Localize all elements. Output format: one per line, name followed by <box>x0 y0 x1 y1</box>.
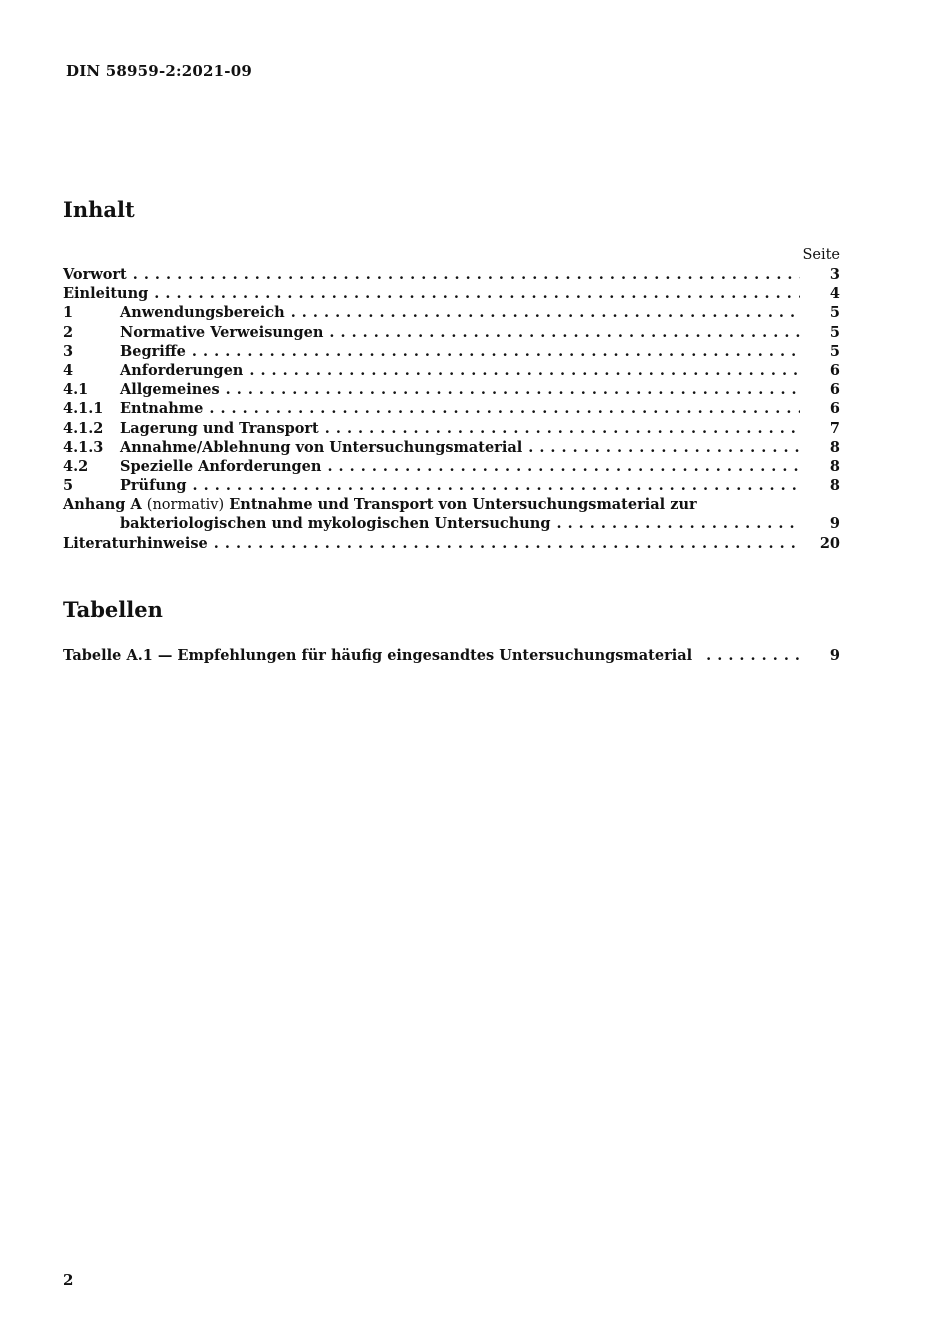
toc-entry-page: 3 <box>829 266 840 283</box>
toc-entry-title: Literaturhinweise <box>63 534 208 552</box>
toc-entry-page: 6 <box>829 361 840 379</box>
dot-leader <box>291 303 800 322</box>
toc-entry-title: Prüfung <box>120 477 187 495</box>
page-number: 2 <box>63 1271 74 1289</box>
toc-entry-title: Anforderungen <box>120 361 244 379</box>
contents-heading: Inhalt <box>63 197 135 222</box>
toc-entry-page: 6 <box>829 400 840 418</box>
dot-leader <box>249 361 800 380</box>
toc-entry-begriffe[interactable] <box>63 342 840 361</box>
toc-entry-title: Anwendungsbereich <box>120 304 285 322</box>
list-of-tables <box>63 646 840 665</box>
toc-entry-number: 4.1 <box>63 381 89 399</box>
toc-entry-title: Allgemeines <box>120 381 220 399</box>
toc-entry-normative-verweisungen[interactable] <box>63 323 840 342</box>
toc-entry-number: 2 <box>63 323 74 341</box>
dot-leader <box>209 399 800 418</box>
dot-leader <box>193 476 800 495</box>
toc-entry-page: 5 <box>829 304 840 322</box>
toc-entry-title: Einleitung <box>63 285 149 303</box>
page-column-label: Seite <box>802 247 840 263</box>
table-entry-title: Tabelle A.1 — Empfehlungen für häufig eingesandtes Untersuchungsmaterial <box>63 647 693 664</box>
toc-entry-pruefung[interactable] <box>63 476 840 495</box>
dot-leader <box>329 323 800 342</box>
toc-entry-title: Normative Verweisungen <box>120 323 324 341</box>
dot-leader <box>133 265 800 284</box>
annex-label: Anhang A <box>63 496 142 514</box>
toc-entry-page: 4 <box>829 285 840 303</box>
toc-entry-page: 5 <box>829 342 840 360</box>
toc-entry-page: 20 <box>819 534 840 552</box>
toc-entry-number: 4.2 <box>63 457 89 475</box>
toc-entry-title <box>63 495 697 515</box>
toc-entry-title: Vorwort <box>63 266 127 283</box>
tables-heading: Tabellen <box>63 597 163 622</box>
dot-leader <box>154 284 800 303</box>
toc-entry-spezielle-anforderungen[interactable] <box>63 457 840 476</box>
dot-leader <box>325 419 800 438</box>
table-list-entry[interactable] <box>63 646 840 665</box>
toc-entry-title: Lagerung und Transport <box>120 419 319 437</box>
toc-entry-lagerung-und-transport[interactable] <box>63 419 840 438</box>
toc-entry-number: 4 <box>63 361 74 379</box>
dot-leader <box>327 457 800 476</box>
dot-leader <box>556 514 800 533</box>
toc-entry-number: 1 <box>63 304 74 322</box>
table-of-contents <box>63 246 840 553</box>
toc-entry-title: Entnahme <box>120 400 204 418</box>
dot-leader <box>214 534 800 553</box>
table-entry-page: 9 <box>829 647 840 664</box>
toc-entry-title: Annahme/Ablehnung von Untersuchungsmaterial <box>120 438 523 456</box>
toc-entry-title: Spezielle Anforderungen <box>120 457 322 475</box>
toc-entry-anwendungsbereich[interactable] <box>63 303 840 322</box>
toc-entry-annex-a-continued[interactable] <box>63 514 840 533</box>
toc-entry-number: 5 <box>63 477 74 495</box>
toc-entry-number: 3 <box>63 342 74 360</box>
dot-leader <box>192 342 800 361</box>
toc-entry-page: 8 <box>829 457 840 475</box>
toc-entry-literaturhinweise[interactable] <box>63 534 840 553</box>
toc-entry-page: 8 <box>829 477 840 495</box>
toc-entry-number: 4.1.1 <box>63 400 104 418</box>
dot-leader <box>706 646 800 665</box>
toc-entry-page: 9 <box>829 515 840 533</box>
toc-entry-number: 4.1.2 <box>63 419 104 437</box>
toc-entry-vorwort[interactable] <box>63 265 840 284</box>
toc-entry-page: 6 <box>829 381 840 399</box>
document-id: DIN 58959-2:2021-09 <box>66 62 252 80</box>
toc-entry-annex-a[interactable] <box>63 495 840 514</box>
toc-entry-page: 7 <box>829 419 840 437</box>
toc-entry-page: 5 <box>829 323 840 341</box>
toc-entry-entnahme[interactable] <box>63 399 840 418</box>
annex-qualifier: (normativ) <box>146 497 225 514</box>
toc-entry-title: Begriffe <box>120 342 186 360</box>
dot-leader <box>226 380 800 399</box>
toc-entry-page: 8 <box>829 438 840 456</box>
annex-title-line1: Entnahme und Transport von Untersuchungsmaterial zur <box>229 496 697 514</box>
toc-entry-einleitung[interactable] <box>63 284 840 303</box>
dot-leader <box>528 438 800 457</box>
toc-entry-annahme-ablehnung[interactable] <box>63 438 840 457</box>
toc-entry-anforderungen[interactable] <box>63 361 840 380</box>
toc-entry-number: 4.1.3 <box>63 438 104 456</box>
toc-entry-allgemeines[interactable] <box>63 380 840 399</box>
annex-title-line2: bakteriologischen und mykologischen Untersuchung <box>120 515 551 533</box>
